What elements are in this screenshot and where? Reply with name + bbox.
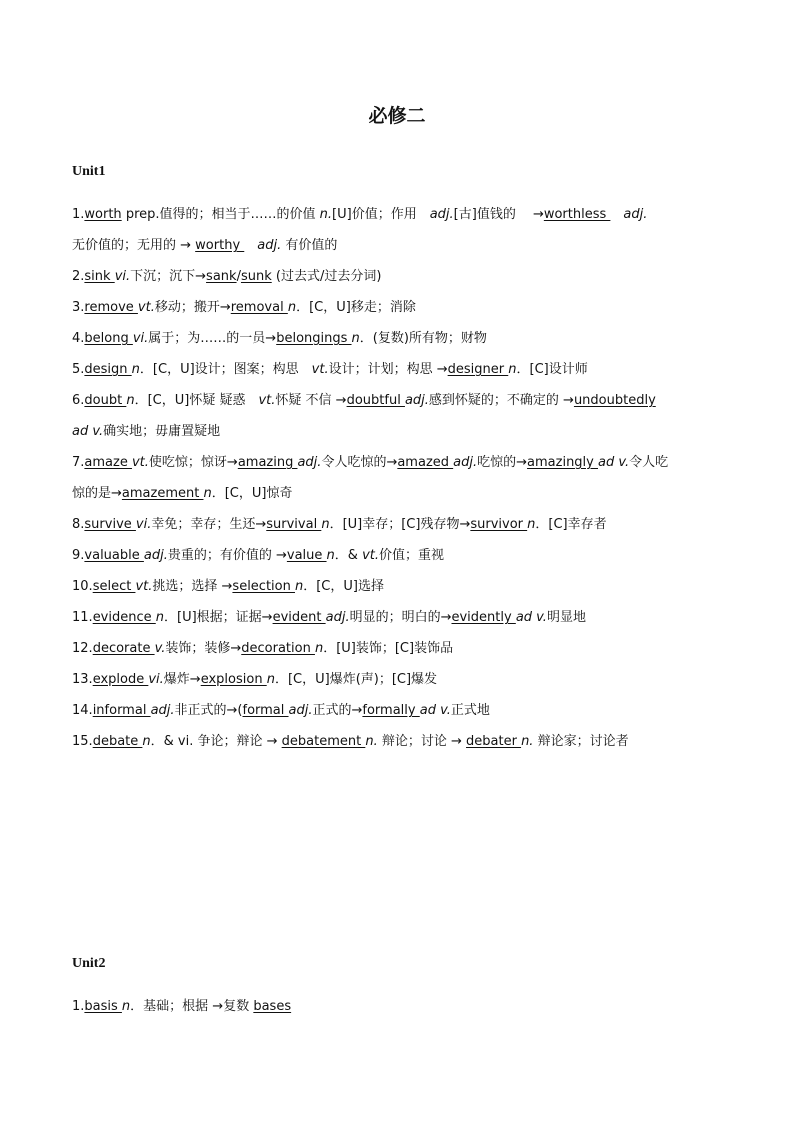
answer-word: explode [92, 672, 149, 687]
answer-word: informal [92, 703, 151, 718]
answer-word: amazingly [527, 455, 598, 470]
answer-word: evidently [451, 610, 516, 625]
part-of-speech: adj. [150, 703, 175, 718]
part-of-speech: vt. [311, 362, 329, 377]
part-of-speech: n. [319, 207, 333, 222]
answer-word: removal [230, 300, 288, 315]
part-of-speech: adj. [288, 703, 313, 718]
part-of-speech: n [321, 517, 330, 532]
part-of-speech: n [203, 486, 212, 501]
entry-text: 明显地 [546, 610, 586, 625]
part-of-speech: vi. [132, 331, 149, 346]
answer-word: worth [84, 207, 122, 222]
answer-word: bases [253, 999, 292, 1014]
entry-text: ．[C，U]移走；消除 [296, 300, 416, 315]
part-of-speech: n [121, 999, 131, 1014]
entry-text: ．[U]根据；证据→ [164, 610, 273, 625]
entry-text: 装饰；装修→ [165, 641, 242, 656]
answer-word: sank [206, 269, 237, 284]
entry-text: 无价值的；无用的 → [72, 238, 196, 253]
entry-text: ．(复数)所有物；财物 [359, 331, 487, 346]
entry-text: 感到怀疑的；不确定的 → [428, 393, 574, 408]
entry-line [72, 991, 726, 1022]
entry-text: 使吃惊；惊讶→ [148, 455, 238, 470]
part-of-speech: n [126, 393, 135, 408]
part-of-speech: adj. [257, 238, 282, 253]
part-of-speech: n. [365, 734, 378, 749]
answer-word: sunk [240, 269, 272, 284]
entry-text: 8. [72, 517, 85, 532]
answer-word: design [84, 362, 132, 377]
entry-text: 15. [72, 734, 93, 749]
part-of-speech: vt. [137, 300, 155, 315]
answer-word: survive [84, 517, 136, 532]
answer-word: doubtful [346, 393, 405, 408]
answer-word: survivor [470, 517, 528, 532]
page-title: 必修二 [368, 105, 426, 127]
part-of-speech: n [142, 734, 151, 749]
entry-text: 11. [72, 610, 93, 625]
entry-line [72, 540, 726, 571]
part-of-speech: v. [154, 641, 166, 656]
entry-line [72, 571, 726, 602]
answer-word: value [286, 548, 327, 563]
answer-word: evidence [92, 610, 156, 625]
part-of-speech: n [326, 548, 335, 563]
entry-line [72, 509, 726, 540]
entry-line [72, 633, 726, 664]
answer-word: select [92, 579, 136, 594]
part-of-speech: adj. [297, 455, 322, 470]
entry-text: 5. [72, 362, 85, 377]
part-of-speech: adj. [143, 548, 168, 563]
part-of-speech: n [131, 362, 140, 377]
entry-text: 正式的→ [312, 703, 363, 718]
part-of-speech: ad v. [598, 455, 630, 470]
entry-text: 6. [72, 393, 85, 408]
part-of-speech: vt. [258, 393, 276, 408]
entry-text: ．[C]设计师 [516, 362, 588, 377]
answer-word: decoration [241, 641, 315, 656]
answer-word: sink [84, 269, 115, 284]
part-of-speech: adj. [404, 393, 429, 408]
entry-text: 3. [72, 300, 85, 315]
answer-word: survival [266, 517, 322, 532]
entry-text: 爆炸→ [163, 672, 201, 687]
entry-text: 吃惊的→ [477, 455, 528, 470]
entry-line [72, 726, 726, 757]
entry-text: 9. [72, 548, 85, 563]
entry-text: ．[C]幸存者 [535, 517, 607, 532]
entry-line [72, 292, 726, 323]
answer-word: designer [447, 362, 509, 377]
entry-text: 1. [72, 207, 85, 222]
entry-text: 挑选；选择 → [152, 579, 233, 594]
part-of-speech: vt. [131, 455, 149, 470]
entry-text: ．[C，U]惊奇 [211, 486, 293, 501]
entry-line [72, 230, 726, 261]
entry-text: 10. [72, 579, 93, 594]
entry-text: [U]价值；作用 [332, 207, 430, 222]
entry-line [72, 416, 726, 447]
answer-word: formally [362, 703, 420, 718]
answer-word: debater [466, 734, 522, 749]
answer-word: belongings [276, 331, 352, 346]
entry-text [244, 238, 257, 253]
entry-line [72, 261, 726, 292]
answer-word: explosion [200, 672, 267, 687]
answer-word: debatement [281, 734, 366, 749]
entry-text: 价值；重视 [379, 548, 445, 563]
entry-text: / [236, 269, 241, 284]
answer-word: valuable [84, 548, 144, 563]
entry-text: prep.值得的；相当于……的价值 [121, 207, 320, 222]
part-of-speech: n [294, 579, 304, 594]
answer-word: decorate [92, 641, 155, 656]
entry-text: ．[C，U]设计；图案；构思 [139, 362, 312, 377]
answer-word: remove [84, 300, 138, 315]
entry-line [72, 447, 726, 478]
entry-text: 7. [72, 455, 85, 470]
entry-text: 有价值的 [281, 238, 338, 253]
entry-text: 明显的；明白的→ [349, 610, 452, 625]
unit2-entry-list [72, 991, 726, 1022]
entry-text: ．& vi. 争论；辩论 → [150, 734, 282, 749]
answer-word: amazement [121, 486, 204, 501]
entry-text: 14. [72, 703, 93, 718]
part-of-speech: vt. [135, 579, 153, 594]
unit2-heading: Unit2 [72, 956, 106, 971]
part-of-speech: vt. [362, 548, 380, 563]
part-of-speech: vi. [148, 672, 164, 687]
entry-text: 2. [72, 269, 85, 284]
entry-text: 13. [72, 672, 93, 687]
entry-text: ．& [334, 548, 363, 563]
answer-word: doubt [84, 393, 127, 408]
answer-word: debate [92, 734, 143, 749]
part-of-speech: n [314, 641, 324, 656]
entry-text: 幸免；幸存；生还→ [151, 517, 267, 532]
part-of-speech: ad v. [515, 610, 547, 625]
entry-line [72, 323, 726, 354]
part-of-speech: n. [521, 734, 534, 749]
entry-line [72, 695, 726, 726]
part-of-speech: n [155, 610, 165, 625]
entry-text: ．[C，U]怀疑 疑惑 [134, 393, 259, 408]
entry-text: 移动；搬开→ [154, 300, 231, 315]
unit1-entry-list [72, 199, 726, 757]
answer-word: worthy [195, 238, 245, 253]
part-of-speech: n [508, 362, 517, 377]
part-of-speech: vi. [135, 517, 152, 532]
entry-text: ．[C，U]爆炸(声)；[C]爆发 [274, 672, 438, 687]
part-of-speech: adj. [453, 455, 478, 470]
part-of-speech: adj. [325, 610, 350, 625]
entry-text: 设计；计划；构思 → [328, 362, 448, 377]
answer-word: basis [84, 999, 122, 1014]
entry-line [72, 602, 726, 633]
entry-text: 令人吃 [629, 455, 669, 470]
entry-text: ．[C，U]选择 [303, 579, 384, 594]
answer-word: worthless [543, 207, 611, 222]
entry-text: 正式地 [450, 703, 490, 718]
entry-text: ．[U]幸存；[C]残存物→ [329, 517, 471, 532]
entry-text: 非正式的→( [174, 703, 243, 718]
entry-text: 贵重的；有价值的 → [167, 548, 287, 563]
answer-word: selection [232, 579, 295, 594]
entry-text: 令人吃惊的→ [321, 455, 398, 470]
entry-line [72, 199, 726, 230]
answer-word: amaze [84, 455, 132, 470]
unit1-heading: Unit1 [72, 164, 106, 179]
entry-line [72, 664, 726, 695]
part-of-speech: ad v. [72, 424, 104, 439]
entry-text: 辩论；讨论 → [377, 734, 467, 749]
part-of-speech: vi. [114, 269, 131, 284]
entry-line [72, 385, 726, 416]
entry-text: 怀疑 不信 → [275, 393, 347, 408]
part-of-speech: adj. [429, 207, 454, 222]
part-of-speech: n [351, 331, 360, 346]
entry-text: 4. [72, 331, 85, 346]
answer-word: formal [242, 703, 289, 718]
part-of-speech: ad v. [419, 703, 451, 718]
entry-text: 12. [72, 641, 93, 656]
entry-line [72, 354, 726, 385]
part-of-speech: n [266, 672, 275, 687]
entry-text: 属于；为……的一员→ [148, 331, 277, 346]
part-of-speech: n [527, 517, 536, 532]
entry-text: [古]值钱的 → [453, 207, 544, 222]
answer-word: amazed [397, 455, 454, 470]
entry-line [72, 478, 726, 509]
entry-text: ．[U]装饰；[C]装饰品 [323, 641, 454, 656]
entry-text: ．基础；根据 →复数 [130, 999, 254, 1014]
entry-text: 惊的是→ [72, 486, 122, 501]
entry-text: (过去式/过去分词) [271, 269, 382, 284]
answer-word: undoubtedly [573, 393, 656, 408]
entry-text [610, 207, 623, 222]
part-of-speech: n [287, 300, 297, 315]
entry-text: 下沉；沉下→ [130, 269, 207, 284]
part-of-speech: adj. [623, 207, 648, 222]
answer-word: belong [84, 331, 133, 346]
entry-text: 确实地；毋庸置疑地 [103, 424, 221, 439]
answer-word: amazing [237, 455, 298, 470]
answer-word: evident [272, 610, 326, 625]
entry-text: 1. [72, 999, 85, 1014]
entry-text: 辩论家；讨论者 [533, 734, 629, 749]
